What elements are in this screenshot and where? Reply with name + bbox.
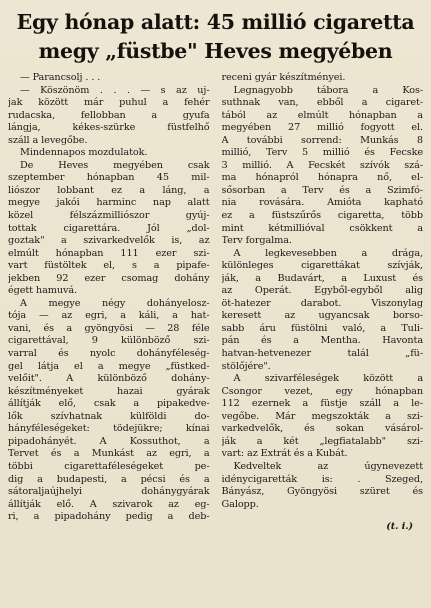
text-line: A szivarféleségek között a [233, 373, 423, 385]
text-line: vart füstöltek el, s a pipafe- [8, 260, 210, 272]
text-line: 3 millió. A Fecskét szívók szá- [221, 159, 423, 171]
text-line: dig a budapesti, a pécsi és a [8, 473, 210, 485]
text-line: A legkevesebben a drága, [233, 247, 423, 259]
text-line: állítják elő, csak a pipakedve- [8, 398, 210, 410]
text-line: öt-hatezer darabot. Viszonylag [221, 297, 423, 309]
text-line: liószor lobbant ez a láng, a [8, 184, 210, 196]
text-line: állítják elő. A szivarok az eg- [8, 498, 210, 510]
text-line: Terv forgalma. [221, 235, 292, 247]
text-line: sátoraljaújhelyi dohánygyárak [8, 486, 210, 498]
text-line: jekben 92 ezer csomag dohány [8, 272, 210, 284]
text-line: rudacska, fellobban a gyufa [8, 109, 210, 121]
text-line: goztak" a szivarkedvelők is, az [8, 235, 210, 247]
text-line: vegőbe. Már megszokták a szi- [221, 410, 423, 422]
text-line: keresett az ugyancsak borso- [221, 310, 423, 322]
text-line: ma hónapról hónapra nő, el- [221, 172, 423, 184]
text-line: közel félszázmilliószor gyúj- [8, 210, 210, 222]
text-line: készítményeket hazai gyárak [8, 385, 210, 397]
text-line: De Heves megyében csak [20, 159, 210, 171]
text-line: különleges cigarettákat szívják, [221, 260, 423, 272]
text-line: nia rovására. Amióta kapható [221, 197, 423, 209]
text-line: Tervet és a Munkást az egri, a [8, 448, 210, 460]
text-line: receni gyár készítményei. [221, 72, 346, 83]
text-line: megyében 27 millió fogyott el. [221, 122, 423, 134]
text-line: varkedvelők, és sokan vásárol- [221, 423, 423, 435]
text-line: tából az elmúlt hónapban a [221, 109, 423, 121]
text-line: tója — az egri, a káli, a hat- [8, 310, 210, 322]
text-line: szeptember hónapban 45 mil- [8, 172, 210, 184]
text-line: hatvan-hetvenezer talál „fü- [221, 348, 423, 360]
text-line: Csongor vezet, egy hónapban [221, 385, 423, 397]
text-line: idénycigaretták is: . Szeged, [221, 473, 423, 485]
text-line: A megye négy dohányelosz- [20, 297, 210, 309]
article-headline [8, 8, 423, 66]
text-line: tottak cigarettára. Jól „dol- [8, 222, 210, 234]
text-line: Kedveltek az úgynevezett [233, 460, 423, 472]
text-line: Galopp. [221, 498, 259, 510]
text-line: vani, és a gyöngyösi — 28 féle [8, 322, 210, 334]
author-signature: (t. i.) [386, 521, 413, 533]
text-line: ják, a Budavárt, a Luxust és [221, 272, 423, 284]
text-line: megye jakói harminc nap alatt [8, 197, 210, 209]
text-line: suthnak van, ebből a cigaret- [221, 97, 423, 109]
text-line: vart: az Extrát és a Kubát. [221, 448, 348, 460]
headline-line-2: megy „füstbe" Heves megyében [38, 39, 393, 63]
text-line: 112 ezernek a füstje száll a le- [221, 398, 423, 410]
text-line: Legnagyobb tábora a Kos- [233, 84, 423, 96]
left-column [8, 72, 210, 534]
text-line: sabb áru füstölni való, a Tuli- [221, 322, 423, 334]
text-line: cigarettával, 9 különböző szi- [8, 335, 210, 347]
text-line: stölőjére". [221, 360, 271, 372]
text-line: sősorban a Terv és a Szimfó- [221, 184, 423, 196]
text-line: Mindennapos mozdulatok. [20, 147, 148, 159]
text-line: égett hamuvá. [8, 285, 78, 297]
text-line: az Operát. Egyből-egyből alig [221, 285, 423, 297]
text-line: ez a füstszűrős cigaretta, több [221, 210, 423, 222]
text-line: — Parancsolj . . . [20, 72, 101, 83]
text-line: hányféleségeket: tödejükre; kínai [8, 423, 210, 435]
text-line: ják a két „legfiatalabb" szi- [221, 435, 423, 447]
text-line: pán és a Mentha. Havonta [221, 335, 423, 347]
text-line: pipadohányét. A Kossuthot, a [8, 435, 210, 447]
text-line: Bányász, Gyöngyösi szüret és [221, 486, 423, 498]
text-line: elmúlt hónapban 111 ezer szi- [8, 247, 210, 259]
text-line: A további sorrend: Munkás 8 [221, 134, 423, 146]
text-line: velőit". A különböző dohány- [8, 373, 210, 385]
text-line: lők szívhatnak külföldi do- [8, 410, 210, 422]
text-line: ri, a pipadohány pedig a deb- [8, 511, 210, 523]
right-column [222, 72, 424, 534]
text-line: jak között már puhul a fehér [8, 97, 210, 109]
article-body [8, 72, 423, 534]
text-line: gel látja el a megye „füstked- [8, 360, 210, 372]
text-line: — Köszönöm . . . — s az uj- [20, 84, 210, 96]
text-line: száll a levegőbe. [8, 134, 88, 146]
headline-line-1: Egy hónap alatt: 45 millió cigaretta [16, 10, 415, 34]
text-line: millió, Terv 5 millió és Fecske [221, 147, 423, 159]
text-line: mint kétmillióval csökkent a [221, 222, 423, 234]
text-line: lángja, kékes-szürke füstfelhő [8, 122, 210, 134]
text-line: varral és nyolc dohányféleség- [8, 348, 210, 360]
text-line: többi cigarettaféleségeket pe- [8, 460, 210, 472]
